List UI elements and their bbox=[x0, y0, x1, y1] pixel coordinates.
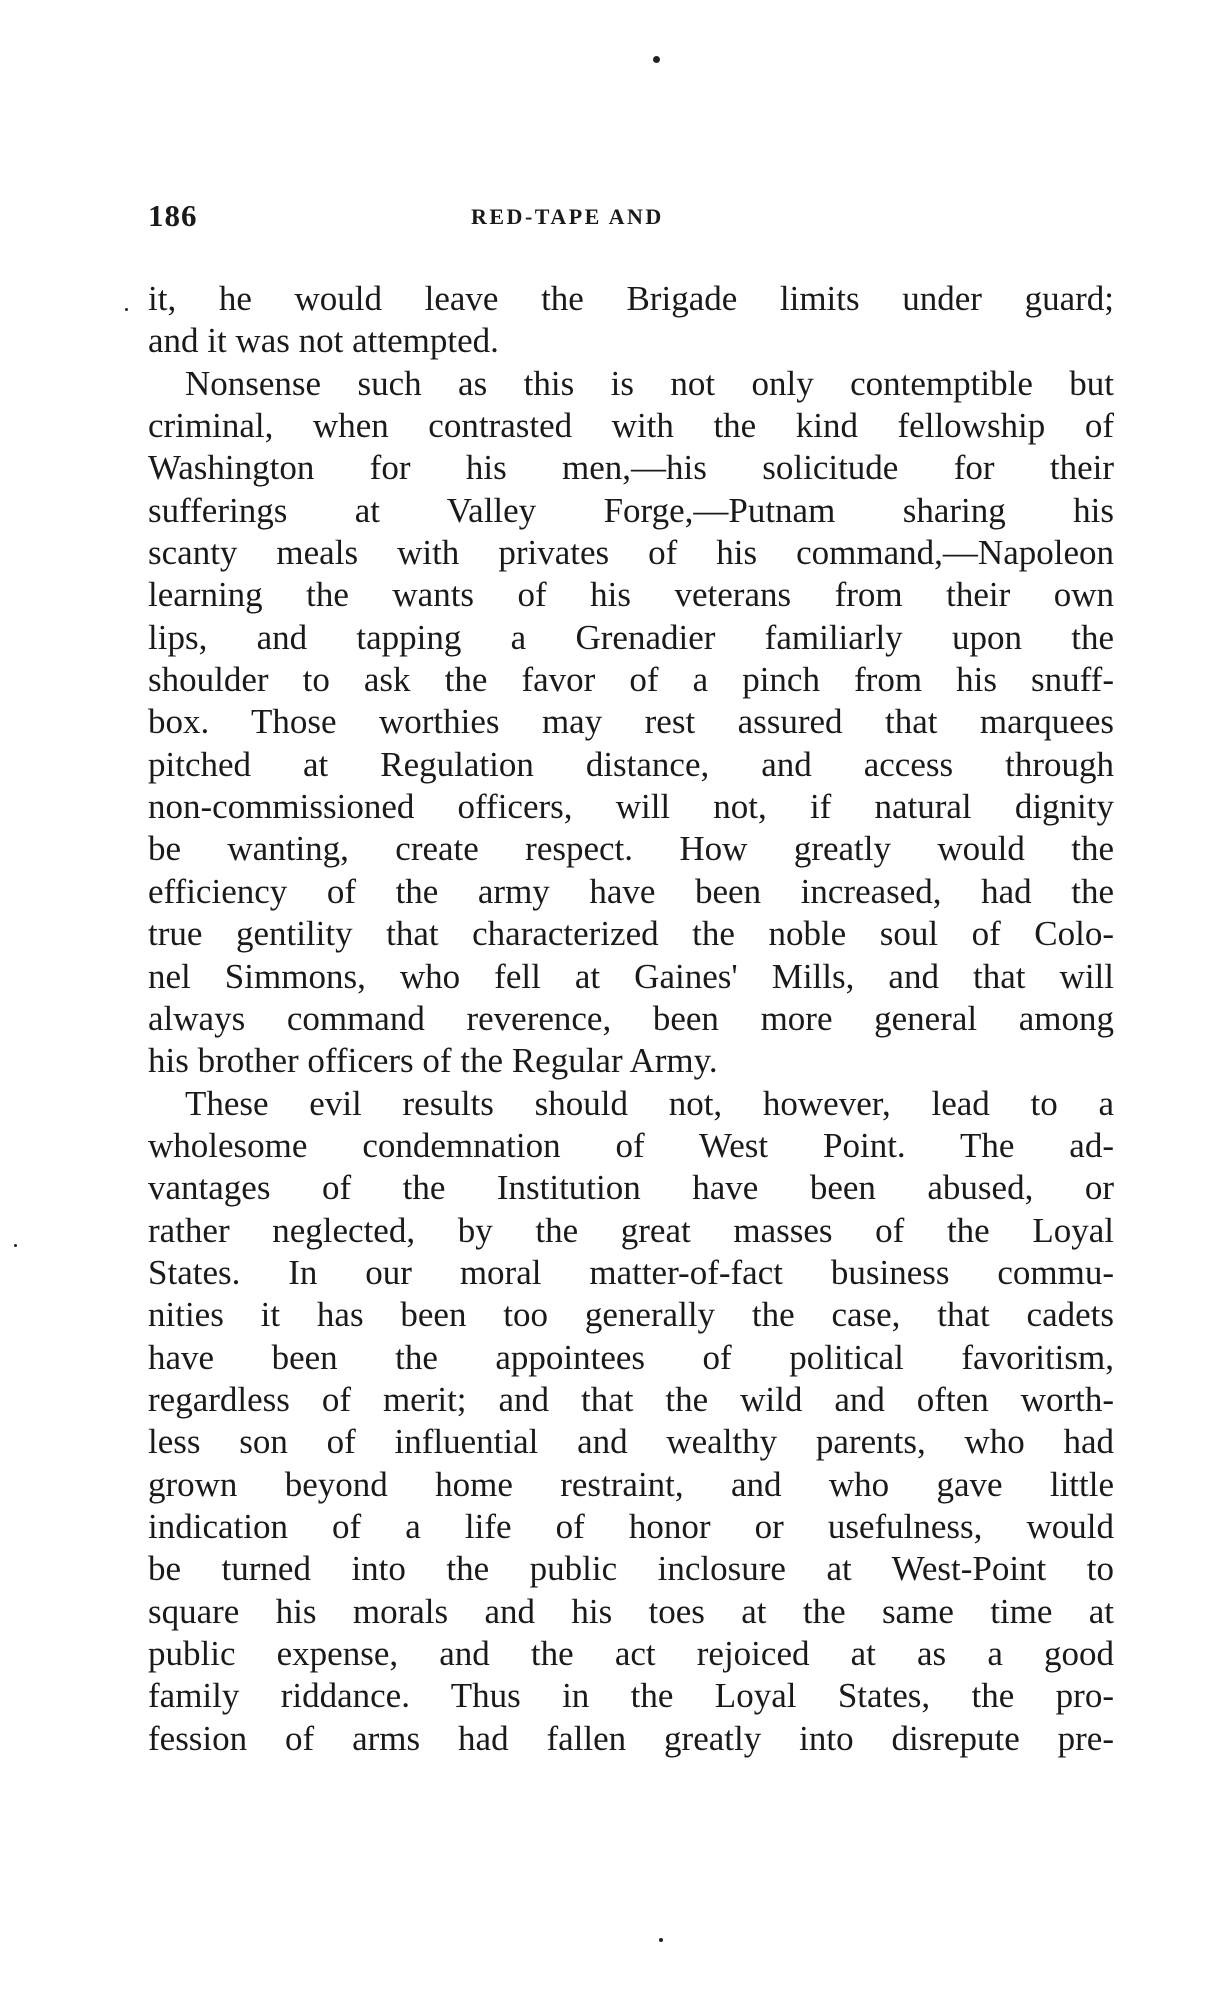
text-line: true gentility that characterized the noble soul of Colo- bbox=[148, 914, 1114, 954]
page-number: 186 bbox=[148, 198, 198, 233]
text-line: scanty meals with privates of his command,—Napoleon bbox=[148, 533, 1114, 573]
paragraph-first-line: Nonsense such as this is not only contemptible but bbox=[185, 363, 1114, 403]
text-line: family riddance. Thus in the Loyal States, the pro- bbox=[148, 1676, 1114, 1716]
text-line: States. In our moral matter-of-fact business commu- bbox=[148, 1252, 1114, 1292]
text-line: vantages of the Institution have been abused, or bbox=[148, 1168, 1114, 1208]
ink-speck-left bbox=[125, 308, 128, 311]
text-line: criminal, when contrasted with the kind fellowship of bbox=[148, 406, 1114, 446]
text-line: nities it has been too generally the case, that cadets bbox=[148, 1295, 1114, 1335]
text-line: grown beyond home restraint, and who gave little bbox=[148, 1464, 1114, 1504]
text-line: wholesome condemnation of West Point. The ad- bbox=[148, 1125, 1114, 1165]
ink-speck-bottom bbox=[659, 1938, 663, 1942]
text-line: rather neglected, by the great masses of the Loyal bbox=[148, 1210, 1114, 1250]
text-line: learning the wants of his veterans from their own bbox=[148, 575, 1114, 615]
text-line: efficiency of the army have been increased, had the bbox=[148, 871, 1114, 911]
text-line: square his morals and his toes at the same time at bbox=[148, 1591, 1114, 1631]
text-line: his brother officers of the Regular Army. bbox=[148, 1041, 718, 1081]
text-line: it, he would leave the Brigade limits under guard; bbox=[148, 279, 1114, 318]
text-line: have been the appointees of political favoritism, bbox=[148, 1337, 1114, 1377]
text-line: box. Those worthies may rest assured that marquees bbox=[148, 702, 1114, 742]
text-line: pitched at Regulation distance, and access through bbox=[148, 744, 1114, 784]
text-line: and it was not attempted. bbox=[148, 321, 499, 361]
text-line: nel Simmons, who fell at Gaines' Mills, and that will bbox=[148, 956, 1114, 996]
text-line: less son of influential and wealthy parents, who had bbox=[148, 1422, 1114, 1462]
running-head: RED-TAPE AND bbox=[471, 204, 664, 229]
text-line: indication of a life of honor or usefulness, would bbox=[148, 1506, 1114, 1546]
text-line: Washington for his men,—his solicitude for their bbox=[148, 448, 1114, 488]
text-line: non-commissioned officers, will not, if natural dignity bbox=[148, 787, 1114, 827]
ink-speck-margin bbox=[14, 1244, 17, 1247]
text-line: sufferings at Valley Forge,—Putnam sharing his bbox=[148, 490, 1114, 530]
text-line: regardless of merit; and that the wild and often worth- bbox=[148, 1379, 1114, 1419]
body-text bbox=[148, 278, 1114, 1760]
text-line: lips, and tapping a Grenadier familiarly upon the bbox=[148, 617, 1114, 657]
page-header bbox=[148, 198, 1078, 238]
text-line: always command reverence, been more general among bbox=[148, 998, 1114, 1038]
text-line: be wanting, create respect. How greatly would the bbox=[148, 829, 1114, 869]
ink-speck-top bbox=[653, 56, 660, 63]
text-line: be turned into the public inclosure at West-Point to bbox=[148, 1549, 1114, 1589]
text-line: fession of arms had fallen greatly into disrepute pre- bbox=[148, 1718, 1114, 1758]
paragraph-first-line: These evil results should not, however, lead to a bbox=[185, 1083, 1114, 1123]
text-line: shoulder to ask the favor of a pinch from his snuff- bbox=[148, 660, 1114, 700]
text-line: public expense, and the act rejoiced at as a good bbox=[148, 1634, 1114, 1673]
